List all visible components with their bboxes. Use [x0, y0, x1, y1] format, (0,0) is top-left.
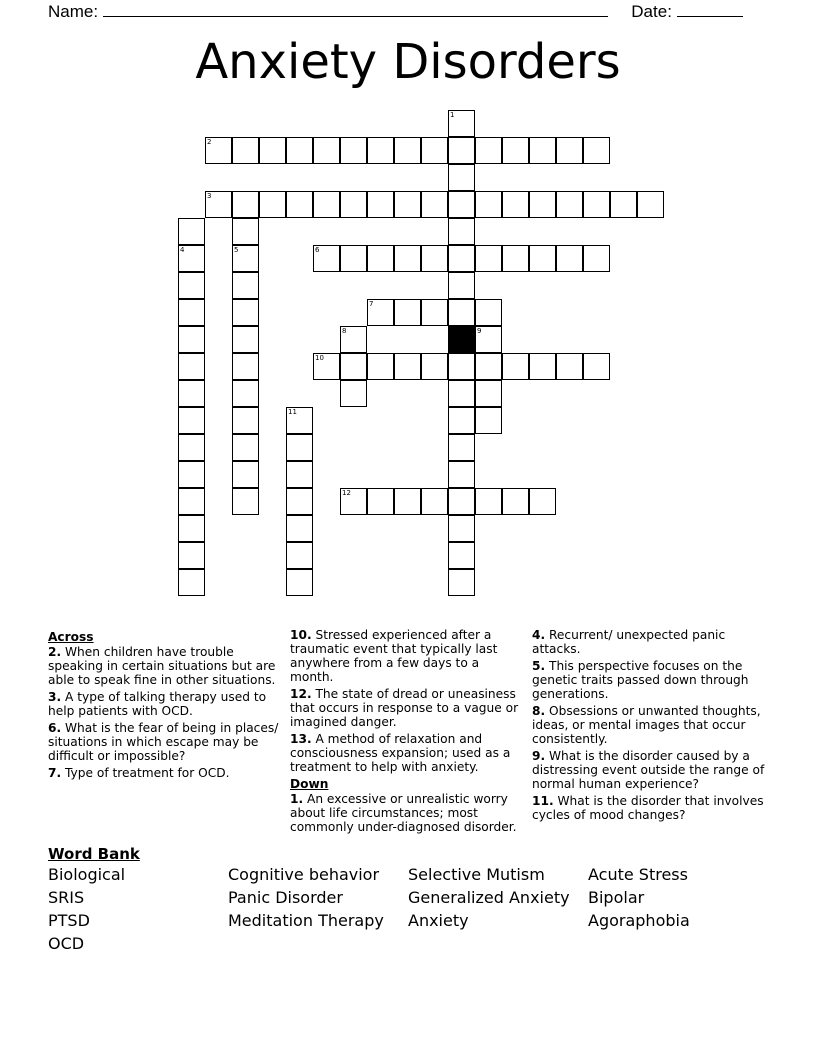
grid-cell[interactable]: [556, 245, 583, 272]
grid-cell[interactable]: [232, 272, 259, 299]
clue-across-2: 2. When children have trouble speaking in certain situations but are able to speak fine in other situations.: [48, 645, 276, 687]
grid-cell[interactable]: [394, 191, 421, 218]
clue-down-5: 5. This perspective focuses on the genetic traits passed down through generations.: [532, 659, 749, 701]
grid-cell[interactable]: [340, 353, 367, 380]
grid-cell[interactable]: [286, 542, 313, 569]
grid-cell[interactable]: [178, 353, 205, 380]
header: [48, 0, 743, 22]
grid-cell[interactable]: [448, 542, 475, 569]
grid-cell[interactable]: [178, 272, 205, 299]
grid-cell[interactable]: [556, 191, 583, 218]
grid-cell[interactable]: [232, 488, 259, 515]
clue-number: 11: [288, 408, 297, 416]
grid-cell[interactable]: [394, 137, 421, 164]
grid-cell[interactable]: [475, 326, 502, 353]
grid-cell[interactable]: [475, 245, 502, 272]
grid-cell[interactable]: [232, 299, 259, 326]
grid-cell[interactable]: [178, 407, 205, 434]
grid-cell[interactable]: [502, 191, 529, 218]
grid-cell[interactable]: [448, 353, 475, 380]
grid-cell[interactable]: [286, 461, 313, 488]
clue-number: 2: [207, 138, 212, 146]
grid-cell[interactable]: [502, 245, 529, 272]
grid-cell[interactable]: [178, 218, 205, 245]
down-heading: Down: [290, 777, 329, 791]
clue-down-11: 11. What is the disorder that involves cycles of mood changes?: [532, 794, 764, 822]
clues-column-1: [48, 628, 284, 783]
grid-cell[interactable]: [421, 488, 448, 515]
date-label: Date:: [631, 2, 672, 21]
clue-down-8: 8. Obsessions or unwanted thoughts, ideas, or mental images that occur consistently.: [532, 704, 761, 746]
word-bank-item: Selective Mutism: [408, 865, 545, 884]
grid-cell[interactable]: [448, 245, 475, 272]
clue-number: 1: [450, 111, 455, 119]
grid-cell[interactable]: [475, 380, 502, 407]
grid-cell[interactable]: [394, 353, 421, 380]
grid-cell[interactable]: [286, 569, 313, 596]
clue-number: 3: [207, 192, 212, 200]
clue-down-1: 1. An excessive or unrealistic worry about life circumstances; most commonly under-diagnosed disorder.: [290, 792, 517, 834]
grid-cell[interactable]: [259, 137, 286, 164]
word-bank-item: Panic Disorder: [228, 888, 343, 907]
grid-cell[interactable]: [448, 488, 475, 515]
grid-cell[interactable]: [421, 191, 448, 218]
clue-across-7: 7. Type of treatment for OCD.: [48, 766, 230, 780]
word-bank: [48, 845, 768, 953]
clue-number: 10: [315, 354, 324, 362]
word-bank-item: Anxiety: [408, 911, 469, 930]
clue-across-3: 3. A type of talking therapy used to help patients with OCD.: [48, 690, 267, 718]
clue-number: 8: [342, 327, 347, 335]
grid-cell[interactable]: [448, 272, 475, 299]
grid-cell[interactable]: [178, 542, 205, 569]
clues-column-3: [532, 628, 772, 825]
grid-cell[interactable]: [448, 110, 475, 137]
word-bank-item: Meditation Therapy: [228, 911, 384, 930]
clues-column-2: [290, 628, 526, 837]
grid-cell[interactable]: [367, 191, 394, 218]
grid-cell[interactable]: [340, 326, 367, 353]
clue-number: 6: [315, 246, 320, 254]
grid-cell[interactable]: [529, 191, 556, 218]
grid-cell[interactable]: [178, 245, 205, 272]
grid-cell[interactable]: [286, 407, 313, 434]
clue-number: 4: [180, 246, 185, 254]
grid-cell[interactable]: [583, 137, 610, 164]
grid-cell[interactable]: [313, 353, 340, 380]
grid-cell[interactable]: [502, 137, 529, 164]
grid-cell[interactable]: [475, 191, 502, 218]
grid-cell[interactable]: [475, 488, 502, 515]
grid-cell[interactable]: [313, 245, 340, 272]
grid-cell[interactable]: [421, 353, 448, 380]
word-bank-title: Word Bank: [48, 845, 140, 863]
grid-cell[interactable]: [610, 191, 637, 218]
grid-cell[interactable]: [448, 137, 475, 164]
grid-cell[interactable]: [232, 326, 259, 353]
grid-cell[interactable]: [475, 299, 502, 326]
word-bank-item: SRIS: [48, 888, 85, 907]
grid-cell[interactable]: [421, 299, 448, 326]
grid-cell[interactable]: [448, 569, 475, 596]
grid-cell[interactable]: [394, 245, 421, 272]
clue-across-13: 13. A method of relaxation and consciousness expansion; used as a treatment to help with anxiety.: [290, 732, 511, 774]
name-label: Name:: [48, 2, 99, 21]
grid-cell[interactable]: [286, 434, 313, 461]
clue-number: 9: [477, 327, 482, 335]
date-field[interactable]: [677, 0, 743, 17]
word-bank-item: Generalized Anxiety: [408, 888, 570, 907]
clue-number: 5: [234, 246, 239, 254]
across-heading: Across: [48, 630, 94, 644]
grid-cell[interactable]: [448, 407, 475, 434]
word-bank-item: Cognitive behavior: [228, 865, 380, 884]
grid-cell[interactable]: [448, 434, 475, 461]
grid-cell[interactable]: [232, 218, 259, 245]
grid-cell[interactable]: [178, 380, 205, 407]
grid-cell[interactable]: [448, 164, 475, 191]
grid-cell[interactable]: [502, 353, 529, 380]
grid-cell[interactable]: [421, 137, 448, 164]
clue-across-6: 6. What is the fear of being in places/ situations in which escape may be difficult or impossible?: [48, 721, 279, 763]
grid-cell[interactable]: [178, 488, 205, 515]
grid-cell[interactable]: [259, 191, 286, 218]
page-title: Anxiety Disorders: [195, 34, 621, 90]
grid-cell[interactable]: [394, 488, 421, 515]
grid-cell[interactable]: [448, 218, 475, 245]
grid-cell[interactable]: [448, 461, 475, 488]
grid-cell[interactable]: [232, 407, 259, 434]
clue-down-9: 9. What is the disorder caused by a distressing event outside the range of normal human experience?: [532, 749, 765, 791]
grid-cell[interactable]: [475, 353, 502, 380]
grid-cell[interactable]: [475, 137, 502, 164]
word-bank-item: Biological: [48, 865, 126, 884]
grid-cell[interactable]: [529, 245, 556, 272]
grid-cell[interactable]: [502, 488, 529, 515]
clue-number: 7: [369, 300, 374, 308]
grid-cell[interactable]: [475, 407, 502, 434]
grid-cell[interactable]: [529, 353, 556, 380]
grid-cell[interactable]: [313, 191, 340, 218]
name-field[interactable]: [103, 0, 608, 17]
grid-cell[interactable]: [205, 191, 232, 218]
grid-cell[interactable]: [448, 515, 475, 542]
grid-cell[interactable]: [313, 137, 340, 164]
grid-cell[interactable]: [286, 515, 313, 542]
grid-cell[interactable]: [178, 326, 205, 353]
grid-block: [448, 326, 475, 353]
clue-across-12: 12. The state of dread or uneasiness that occurs in response to a vague or imagined danger.: [290, 687, 519, 729]
grid-cell[interactable]: [232, 380, 259, 407]
grid-cell[interactable]: [205, 137, 232, 164]
grid-cell[interactable]: [178, 299, 205, 326]
grid-cell[interactable]: [286, 488, 313, 515]
grid-cell[interactable]: [232, 191, 259, 218]
grid-cell[interactable]: [448, 191, 475, 218]
word-bank-item: OCD: [48, 934, 85, 953]
grid-cell[interactable]: [556, 353, 583, 380]
grid-cell[interactable]: [448, 380, 475, 407]
word-bank-list: [48, 865, 768, 953]
word-bank-item: Agoraphobia: [588, 911, 690, 930]
grid-cell[interactable]: [448, 299, 475, 326]
grid-cell[interactable]: [637, 191, 664, 218]
grid-cell[interactable]: [340, 245, 367, 272]
grid-cell[interactable]: [340, 137, 367, 164]
word-bank-item: PTSD: [48, 911, 90, 930]
grid-cell[interactable]: [340, 191, 367, 218]
clue-across-10: 10. Stressed experienced after a traumatic event that typically last anywhere from a few days to a month.: [290, 628, 498, 684]
grid-cell[interactable]: [232, 137, 259, 164]
grid-cell[interactable]: [583, 353, 610, 380]
grid-cell[interactable]: [583, 191, 610, 218]
clue-number: 12: [342, 489, 351, 497]
grid-cell[interactable]: [367, 245, 394, 272]
grid-cell[interactable]: [178, 515, 205, 542]
grid-cell[interactable]: [421, 245, 448, 272]
grid-cell[interactable]: [583, 245, 610, 272]
grid-cell[interactable]: [232, 461, 259, 488]
grid-cell[interactable]: [340, 488, 367, 515]
grid-cell[interactable]: [340, 380, 367, 407]
grid-cell[interactable]: [286, 191, 313, 218]
grid-cell[interactable]: [394, 299, 421, 326]
grid-cell[interactable]: [556, 137, 583, 164]
word-bank-item: Acute Stress: [588, 865, 688, 884]
grid-cell[interactable]: [178, 569, 205, 596]
clue-down-4: 4. Recurrent/ unexpected panic attacks.: [532, 628, 726, 656]
grid-cell[interactable]: [529, 488, 556, 515]
grid-cell[interactable]: [178, 461, 205, 488]
grid-cell[interactable]: [178, 434, 205, 461]
grid-cell[interactable]: [529, 137, 556, 164]
grid-cell[interactable]: [367, 299, 394, 326]
grid-cell[interactable]: [367, 137, 394, 164]
grid-cell[interactable]: [367, 488, 394, 515]
grid-cell[interactable]: [232, 353, 259, 380]
grid-cell[interactable]: [367, 353, 394, 380]
word-bank-item: Bipolar: [588, 888, 645, 907]
grid-cell[interactable]: [232, 245, 259, 272]
grid-cell[interactable]: [232, 434, 259, 461]
grid-cell[interactable]: [286, 137, 313, 164]
